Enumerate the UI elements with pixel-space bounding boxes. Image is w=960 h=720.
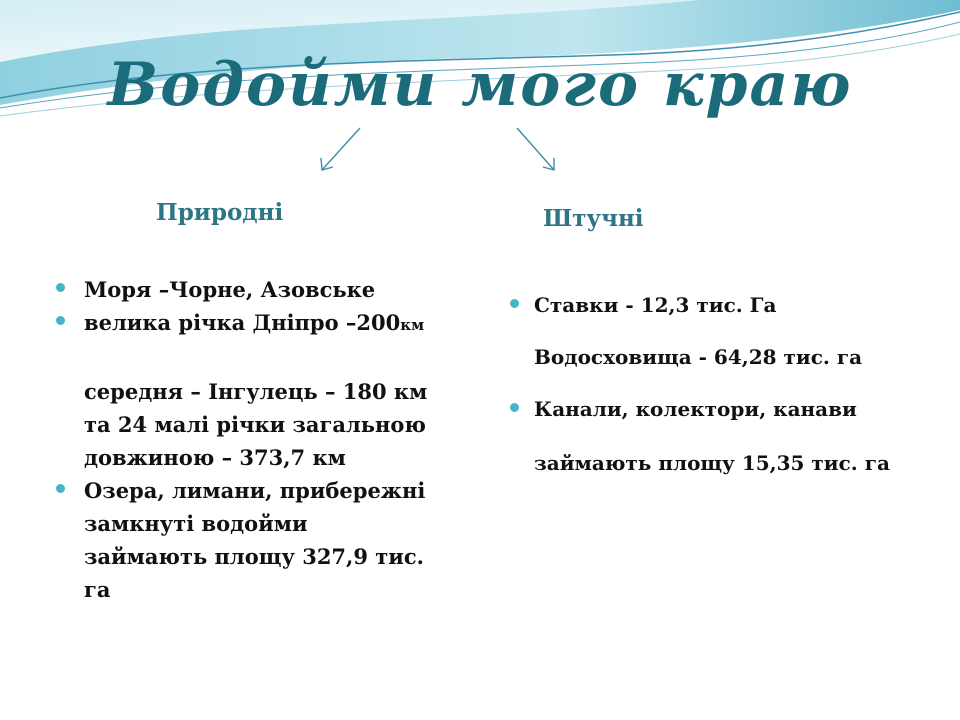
artificial-heading: Штучні [543, 205, 644, 232]
spacer [56, 342, 496, 375]
canals-area-text: займають площу 15,35 тис. га [534, 451, 890, 475]
page-title: Водойми мого краю [107, 50, 853, 120]
list-item-seas [56, 273, 496, 306]
medium-river-line-1: середня – Інгулець – 180 км [84, 379, 428, 404]
reservoirs-text: Водосховища - 64,28 тис. га [534, 345, 863, 369]
big-river-text: велика річка Дніпро –200 [84, 310, 401, 335]
branch-arrows [300, 120, 600, 180]
big-river-unit: км [400, 316, 425, 334]
arrow-to-artificial [517, 128, 554, 170]
medium-river-line-3: довжиною – 373,7 км [84, 445, 346, 470]
ponds-text: Ставки - 12,3 тис. Га [534, 293, 777, 317]
seas-text: Моря –Чорне, Азовське [84, 277, 376, 302]
canals-text: Канали, колектори, канави [534, 397, 857, 421]
lakes-line-1: Озера, лимани, прибережні [84, 478, 426, 503]
medium-river-lines [56, 375, 496, 474]
list-item-ponds [510, 290, 950, 320]
arrow-to-natural [321, 128, 360, 170]
natural-heading: Природні [156, 199, 284, 226]
medium-river-line-2: та 24 малі річки загальною [84, 412, 426, 437]
list-item-big-river [56, 306, 496, 342]
lakes-line-3: займають площу 327,9 тис. [84, 544, 424, 569]
artificial-list [510, 290, 950, 478]
list-item-canals [510, 394, 950, 424]
natural-list [56, 273, 496, 606]
lakes-line-4: га [84, 577, 111, 602]
lakes-line-2: замкнуті водойми [84, 511, 308, 536]
list-item-lakes [56, 474, 496, 606]
